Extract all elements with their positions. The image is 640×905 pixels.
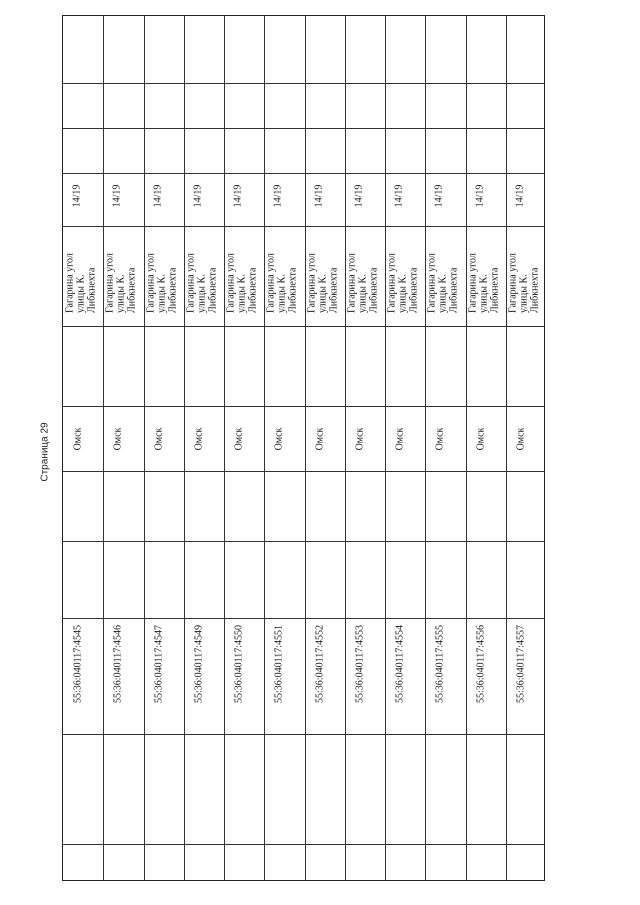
- row-divider: [63, 128, 544, 129]
- column-divider: [184, 16, 185, 880]
- house-number-cell: 14/19: [393, 184, 405, 207]
- city-cell: Омск: [515, 427, 527, 450]
- city-cell: Омск: [314, 427, 326, 450]
- cadastral-number-cell: 55:36:040117:4550: [233, 625, 245, 703]
- address-cell: Гагарина угол улицы К. Либкнехта: [265, 253, 299, 313]
- city-cell: Омск: [394, 427, 406, 450]
- address-cell: Гагарина угол улицы К. Либкнехта: [185, 253, 219, 313]
- cadastral-number-cell: 55:36:040117:4552: [314, 625, 326, 703]
- column-divider: [466, 16, 467, 880]
- address-cell: Гагарина угол улицы К. Либкнехта: [306, 253, 340, 313]
- column-divider: [144, 16, 145, 880]
- house-number-cell: 14/19: [514, 184, 526, 207]
- column-divider: [264, 16, 265, 880]
- row-divider: [63, 83, 544, 84]
- cadastral-number-cell: 55:36:040117:4549: [193, 625, 205, 703]
- column-divider: [425, 16, 426, 880]
- house-number-cell: 14/19: [111, 184, 123, 207]
- city-cell: Омск: [475, 427, 487, 450]
- address-cell: Гагарина угол улицы К. Либкнехта: [507, 253, 541, 313]
- city-cell: Омск: [354, 427, 366, 450]
- cadastral-number-cell: 55:36:040117:4554: [394, 625, 406, 703]
- page-number-label: Страница 29: [39, 422, 51, 482]
- address-cell: Гагарина угол улицы К. Либкнехта: [386, 253, 420, 313]
- row-divider: [63, 326, 544, 327]
- column-divider: [224, 16, 225, 880]
- house-number-cell: 14/19: [232, 184, 244, 207]
- city-cell: Омск: [72, 427, 84, 450]
- house-number-cell: 14/19: [353, 184, 365, 207]
- cadastral-number-cell: 55:36:040117:4546: [112, 625, 124, 703]
- city-cell: Омск: [434, 427, 446, 450]
- cadastral-number-cell: 55:36:040117:4556: [475, 625, 487, 703]
- cadastral-number-cell: 55:36:040117:4547: [153, 625, 165, 703]
- column-divider: [103, 16, 104, 880]
- city-cell: Омск: [273, 427, 285, 450]
- address-cell: Гагарина угол улицы К. Либкнехта: [467, 253, 501, 313]
- column-divider: [385, 16, 386, 880]
- house-number-cell: 14/19: [433, 184, 445, 207]
- cadastral-number-cell: 55:36:040117:4555: [434, 625, 446, 703]
- address-cell: Гагарина угол улицы К. Либкнехта: [145, 253, 179, 313]
- column-divider: [345, 16, 346, 880]
- cadastral-number-cell: 55:36:040117:4553: [354, 625, 366, 703]
- cadastral-number-cell: 55:36:040117:4551: [273, 625, 285, 703]
- city-cell: Омск: [153, 427, 165, 450]
- address-cell: Гагарина угол улицы К. Либкнехта: [64, 253, 98, 313]
- row-divider: [63, 734, 544, 735]
- row-divider: [63, 618, 544, 619]
- city-cell: Омск: [112, 427, 124, 450]
- column-divider: [305, 16, 306, 880]
- row-divider: [63, 173, 544, 174]
- city-cell: Омск: [193, 427, 205, 450]
- row-divider: [63, 406, 544, 407]
- address-cell: Гагарина угол улицы К. Либкнехта: [225, 253, 259, 313]
- column-divider: [506, 16, 507, 880]
- house-number-cell: 14/19: [272, 184, 284, 207]
- address-cell: Гагарина угол улицы К. Либкнехта: [346, 253, 380, 313]
- house-number-cell: 14/19: [192, 184, 204, 207]
- scanned-table: [62, 15, 545, 881]
- cadastral-number-cell: 55:36:040117:4545: [72, 625, 84, 703]
- row-divider: [63, 844, 544, 845]
- house-number-cell: 14/19: [71, 184, 83, 207]
- address-cell: Гагарина угол улицы К. Либкнехта: [426, 253, 460, 313]
- row-divider: [63, 471, 544, 472]
- address-cell: Гагарина угол улицы К. Либкнехта: [104, 253, 138, 313]
- house-number-cell: 14/19: [474, 184, 486, 207]
- city-cell: Омск: [233, 427, 245, 450]
- house-number-cell: 14/19: [152, 184, 164, 207]
- cadastral-number-cell: 55:36:040117:4557: [515, 625, 527, 703]
- row-divider: [63, 541, 544, 542]
- house-number-cell: 14/19: [313, 184, 325, 207]
